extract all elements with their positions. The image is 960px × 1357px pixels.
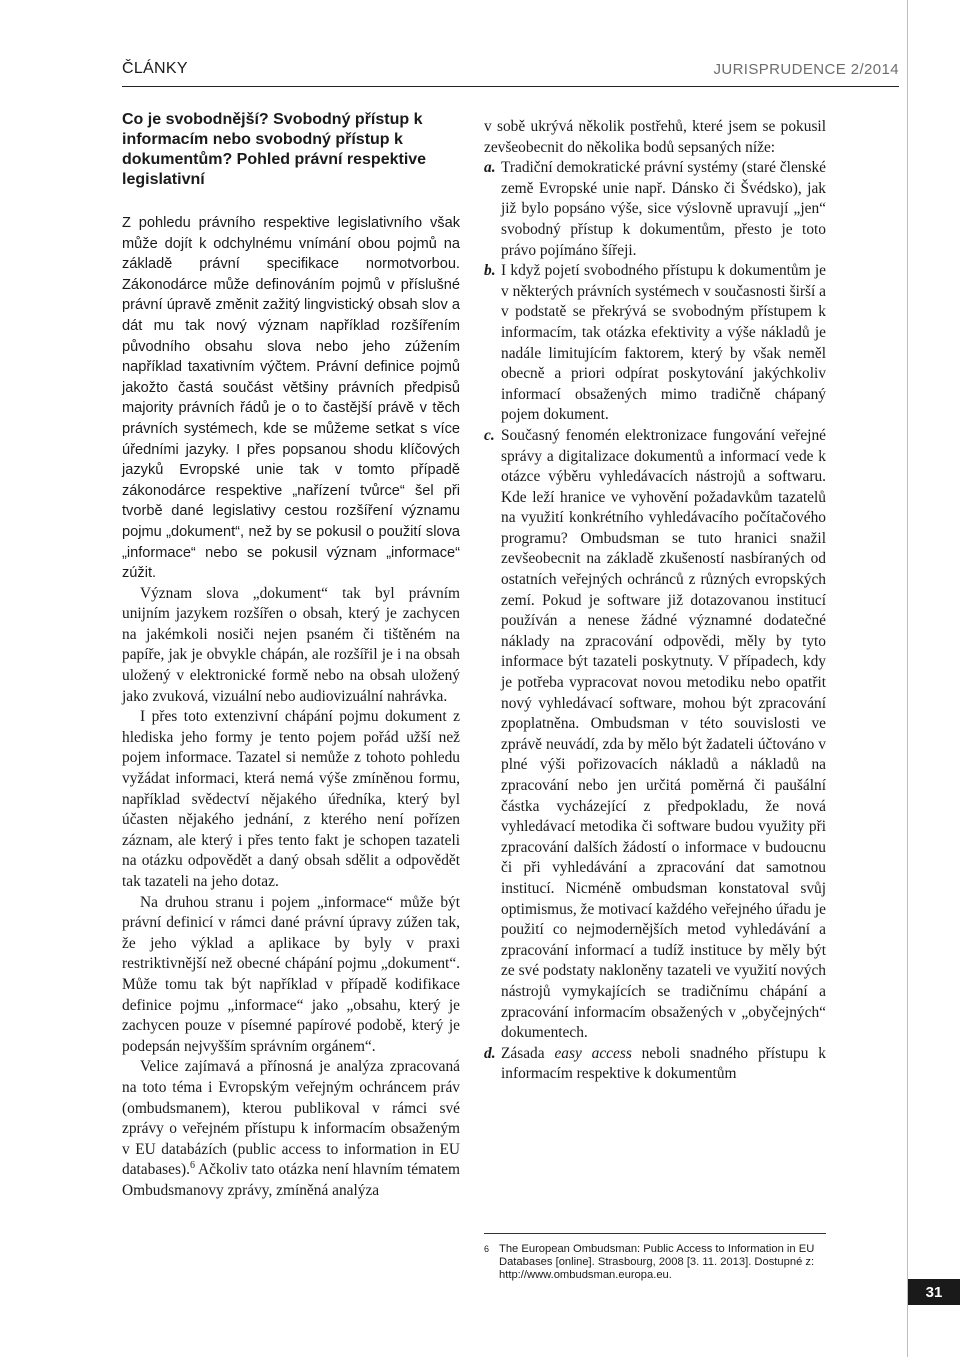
list-item-text: Tradiční demokratické právní systémy (staré členské země Evropské unie např. Dánsko či Švédsko), jak již bylo popsáno výše, sice výslovně upravují „jen“ svobodný přístup k dokumentům, přesto je toto právo pojímáno šířeji.: [501, 159, 826, 259]
section-label: ČLÁNKY: [122, 60, 188, 77]
paragraph-1: Význam slova „dokument“ tak byl právním unijním jazykem rozšířen o obsah, který je zachycen na jakémkoli nosiči nejen psaném či tištěném na papíře, jak je obvykle chápán, ale rozšířil je i na obsah uložený v elektronické formě nebo na obsah uložený jako zvuková, vizuální nebo audiovizuální nahrávka.: [122, 584, 460, 705]
list-item: [484, 1044, 826, 1085]
list-item-text: Zásada: [501, 1044, 555, 1062]
right-column: [484, 117, 826, 1085]
list-item-text: I když pojetí svobodného přístupu k dokumentům je v některých právních systémech v současnosti širší a v podstatě se překrývá se svobodným přístupem k informacím, tak otázka efektivity a výše nákladů je nadále limitujícím faktorem, který by však neměl obecně a priori odpírat poskytování jakýchkoliv informací obsažených mimo tradičně chápaný pojem dokument.: [501, 262, 826, 424]
list-marker: c.: [484, 426, 495, 444]
list-item-text-continued: neboli snadného přístupu k informacím respektive k dokumentům: [501, 1044, 826, 1083]
paragraph-2: I přes toto extenzivní chápání pojmu dokument z hlediska jeho formy je tento pojem pořád užší než pojem informace. Tazatel si nemůže z tohoto pohledu vyžádat informaci, která nemá výše zmíněnou formu, například svědectví nějakého úředníka, který byl účasten nějakého jednání, z kterého není pořízen záznam, ale který i přes tento fakt je schopen tazateli na otázku odpovědět a daný obsah sdělit a odpovědět tak tazateli na jeho dotaz.: [122, 708, 460, 890]
page-number: 31: [908, 1279, 960, 1305]
list-item-text: Současný fenomén elektronizace fungování veřejné správy a digitalizace dokumentů a informací vede k otázce výběru vyhledávacích nástrojů a softwaru. Kde leží hranice ve vyhovění požadavkům tazatelů na využití konkrétního vyhledávacího počítačového programu? Ombudsman se tuto hranici snažil zevšeobecnit na základě zkušeností nasbíraných od ostatních veřejných ochránců z různých evropských zemí. Pokud je software již dotazovanou institucí používán a nenese žádné významné dodatečné náklady na zpracování odpovědi, měly by tyto informace být tazateli poskytnuty. V případech, kdy je potřeba vypracovat novou metodiku nebo opatřit nový vyhledávací software, mohou být zpracování zpoplatněna. Ombudsman v této souvislosti ve zprávě neuvádí, zda by mělo být žadateli účtováno v plné výši pořizovacích nákladů a nákladů na zpracování nebo jen určitá poměrná či paušální částka vycházející z předpokladu, že nová vyhledávací metodika či software budou využity při zpracování dalších žádostí o informace v budoucnu či při vyhledávání a zpracování dat samotnou institucí. Nicméně ombudsman konstatoval svůj optimismus, že motivací každého veřejného úřadu je použití co nejmodernějších metod vyhledávání a zpracování informací a tudíž instituce by měly být ze své podstaty nakloněny tazateli ve využití nových nástrojů vymykajících se tradičnímu chápání a zpracování informacím obsažených v „obyčejných“ dokumentech.: [501, 426, 826, 1042]
page-header: [122, 60, 899, 87]
list-item: [484, 158, 826, 261]
list-marker: d.: [484, 1044, 496, 1062]
list-item: [484, 261, 826, 426]
paragraph-3: Na druhou stranu i pojem „informace“ může být právní definicí v rámci dané právní úpravy zúžen tak, že jeho výklad a aplikace by byly v praxi restriktivnější než obecné chápání pojmu „dokument“. Může tomu tak být například v případě kodifikace definice pojmu „informace“ jako „obsahu, který je zachycen pouze v písemné papírové podobě, který je podepsán nejvyšším správním orgánem“.: [122, 893, 460, 1055]
footnote-number: 6: [484, 1244, 490, 1254]
journal-label: JURISPRUDENCE 2/2014: [713, 61, 899, 78]
paragraph-4-text: Velice zajímavá a přínosná je analýza zpracovaná na toto téma i Evropským veřejným ochráncem práv (ombudsmanem), kterou publikoval v rámci své zprávy o veřejném přístupu k informacím obsaženým v EU databázích (public access to information in EU databases).: [122, 1058, 460, 1179]
paragraph-4-continued: Ačkoliv tato otázka není hlavním tématem Ombudsmanovy zprávy, zmíněná analýza: [122, 1161, 460, 1199]
list-item-emphasis: easy access: [554, 1044, 632, 1062]
paragraph-4: [122, 1057, 460, 1201]
left-column: [122, 110, 460, 1202]
footnote: [484, 1233, 826, 1282]
list-marker: a.: [484, 159, 496, 177]
list-lead: v sobě ukrývá několik postřehů, které jsem se pokusil zevšeobecnit do několika bodů sepsaných níže:: [484, 118, 826, 156]
intro-paragraph: Z pohledu právního respektive legislativního však může dojít k odchylnému vnímání obou pojmů na základě právní specifikace normotvorbou. Zákonodárce může definováním pojmů v příslušné právní úpravě změnit zažitý lingvistický obsah slov a dát mu tak nový význam například rozšířením původního obsahu slova nebo jeho zúžením například taxativním výčtem. Právní definice pojmů jakožto častá součást většiny právních předpisů majority právních řádů je o to častější právě v těch právních systémech, kde se můžeme setkat s více úředními jazyky. I přes popsanou shodu klíčových jazyků Evropské unie tak v tomto případě zákonodárce respektive „nařízení tvůrce“ šel při tvorbě dané legislativy cestou rozšíření významu pojmu „dokument“, než by se pokusil o použití slova „informace“ nebo se pokusil význam „informace“ zúžit.: [122, 215, 460, 582]
list-item: [484, 426, 826, 1044]
footnote-ref[interactable]: 6: [189, 1160, 195, 1172]
section-heading: Co je svobodnější? Svobodný přístup k informacím nebo svobodný přístup k dokumentům? Pohled právní respektive legislativní: [122, 111, 427, 188]
list-marker: b.: [484, 262, 496, 280]
footnote-text: The European Ombudsman: Public Access to Information in EU Databases [online]. Strasbourg, 2008 [3. 11. 2013]. Dostupné z: http://www.ombudsman.europa.eu.: [499, 1243, 815, 1281]
points-list: [484, 158, 826, 1085]
